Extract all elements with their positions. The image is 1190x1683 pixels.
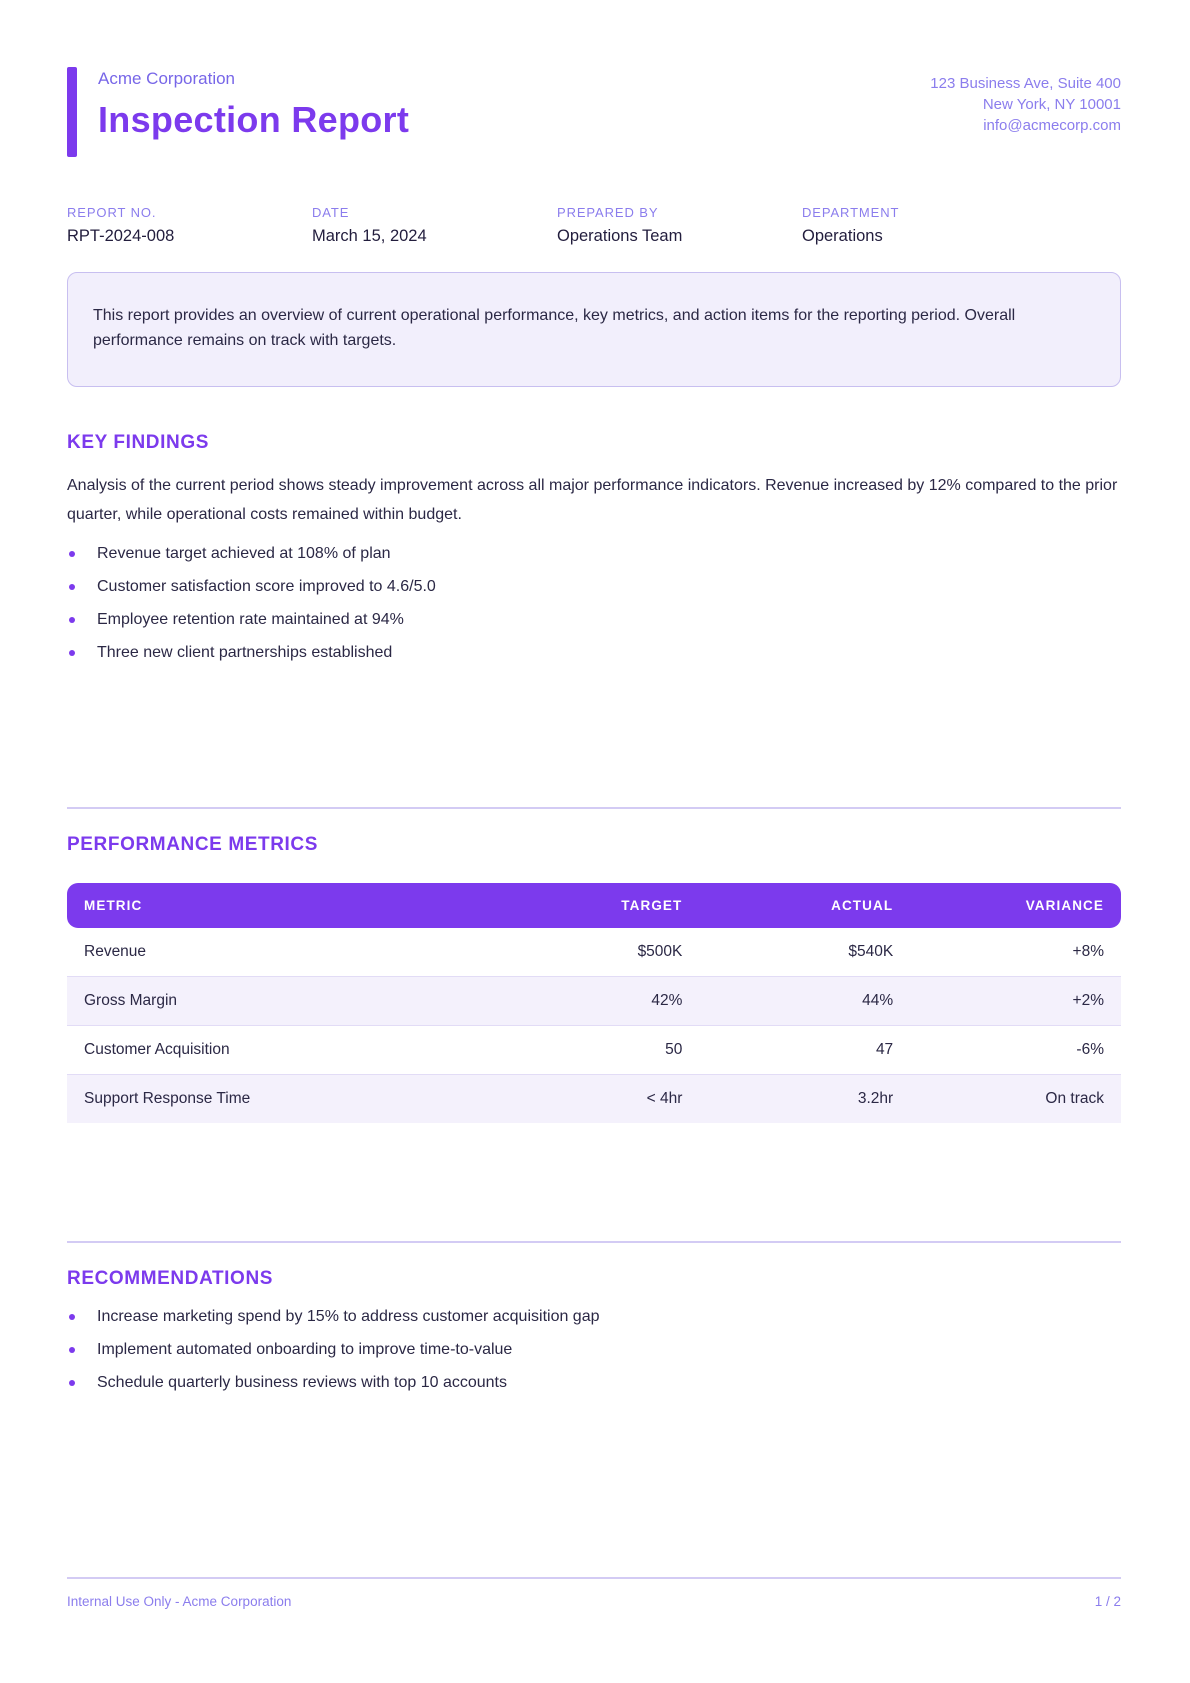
recommendations-list <box>67 1307 1121 1392</box>
address-line: New York, NY 10001 <box>982 96 1121 113</box>
meta-label: DATE <box>312 205 350 220</box>
bullet-dot-icon <box>69 1380 75 1386</box>
list-item-text: Customer satisfaction score improved to 4.6/5.0 <box>97 577 436 595</box>
cell-metric: Revenue <box>67 928 489 977</box>
cell-actual: 44% <box>699 977 910 1026</box>
section-divider <box>67 1241 1121 1243</box>
cell-target: 42% <box>489 977 700 1026</box>
accent-bar <box>67 67 77 157</box>
key-findings-paragraph: Analysis of the current period shows steady improvement across all major performance indicators. Revenue increased by 12% compared to the prior quarter, while operational costs remained within budget. <box>67 476 1118 524</box>
cell-target: < 4hr <box>489 1075 700 1123</box>
table-header-row <box>67 883 1121 928</box>
list-item-text: Implement automated onboarding to improve time-to-value <box>97 1340 513 1358</box>
table-row <box>67 1075 1121 1123</box>
column-header-target: TARGET <box>489 883 700 928</box>
list-item <box>67 610 1121 629</box>
page-footer <box>67 1577 1121 1609</box>
list-item <box>67 1340 1121 1359</box>
column-header-metric: METRIC <box>67 883 489 928</box>
section-heading-recommendations: RECOMMENDATIONS <box>67 1267 274 1289</box>
cell-metric: Gross Margin <box>67 977 489 1026</box>
cell-target: 50 <box>489 1026 700 1075</box>
cell-actual: 47 <box>699 1026 910 1075</box>
bullet-dot-icon <box>69 584 75 590</box>
page-number: 1 / 2 <box>1094 1594 1121 1609</box>
list-item <box>67 544 1121 563</box>
list-item-text: Increase marketing spend by 15% to address customer acquisition gap <box>97 1307 600 1325</box>
report-meta <box>67 205 1121 246</box>
cell-variance: -6% <box>910 1026 1121 1075</box>
section-heading-key-findings: KEY FINDINGS <box>67 431 209 453</box>
bullet-dot-icon <box>69 551 75 557</box>
footer-classification: Internal Use Only - Acme Corporation <box>67 1594 292 1609</box>
address-line: 123 Business Ave, Suite 400 <box>930 75 1121 92</box>
list-item <box>67 1307 1121 1326</box>
meta-field-date <box>312 205 557 246</box>
table-row <box>67 977 1121 1026</box>
brand-text <box>98 67 409 157</box>
cell-actual: $540K <box>699 928 910 977</box>
meta-value: Operations Team <box>557 227 683 245</box>
list-item-text: Employee retention rate maintained at 94% <box>97 610 404 628</box>
cell-variance: On track <box>910 1075 1121 1123</box>
table-row <box>67 928 1121 977</box>
meta-label: DEPARTMENT <box>802 205 900 220</box>
list-item-text: Revenue target achieved at 108% of plan <box>97 544 391 562</box>
section-divider <box>67 807 1121 809</box>
footer-divider <box>67 1577 1121 1579</box>
cell-target: $500K <box>489 928 700 977</box>
meta-field-prepared-by <box>557 205 802 246</box>
meta-label: PREPARED BY <box>557 205 659 220</box>
meta-field-report-no <box>67 205 312 246</box>
cell-metric: Customer Acquisition <box>67 1026 489 1075</box>
meta-value: RPT-2024-008 <box>67 227 175 245</box>
bullet-dot-icon <box>69 1314 75 1320</box>
meta-label: REPORT NO. <box>67 205 157 220</box>
company-address <box>930 73 1121 136</box>
company-name: Acme Corporation <box>98 69 236 88</box>
cell-actual: 3.2hr <box>699 1075 910 1123</box>
list-item-text: Three new client partnerships established <box>97 643 393 661</box>
list-item <box>67 577 1121 596</box>
report-header <box>67 67 1121 157</box>
brand-block <box>67 67 409 157</box>
list-item-text: Schedule quarterly business reviews with top 10 accounts <box>97 1373 507 1391</box>
address-email: info@acmecorp.com <box>983 117 1121 134</box>
summary-callout: This report provides an overview of current operational performance, key metrics, and action items for the reporting period. Overall performance remains on track with targets. <box>67 272 1121 387</box>
bullet-dot-icon <box>69 650 75 656</box>
metrics-table <box>67 883 1121 1123</box>
section-heading-performance-metrics: PERFORMANCE METRICS <box>67 833 319 855</box>
column-header-actual: ACTUAL <box>699 883 910 928</box>
bullet-dot-icon <box>69 1347 75 1353</box>
cell-metric: Support Response Time <box>67 1075 489 1123</box>
cell-variance: +2% <box>910 977 1121 1026</box>
meta-value: March 15, 2024 <box>312 227 427 245</box>
cell-variance: +8% <box>910 928 1121 977</box>
key-findings-list <box>67 544 1121 662</box>
bullet-dot-icon <box>69 617 75 623</box>
meta-value: Operations <box>802 227 883 245</box>
meta-field-department <box>802 205 1047 246</box>
column-header-variance: VARIANCE <box>910 883 1121 928</box>
page-title: Inspection Report <box>98 99 410 140</box>
list-item <box>67 643 1121 662</box>
list-item <box>67 1373 1121 1392</box>
table-row <box>67 1026 1121 1075</box>
